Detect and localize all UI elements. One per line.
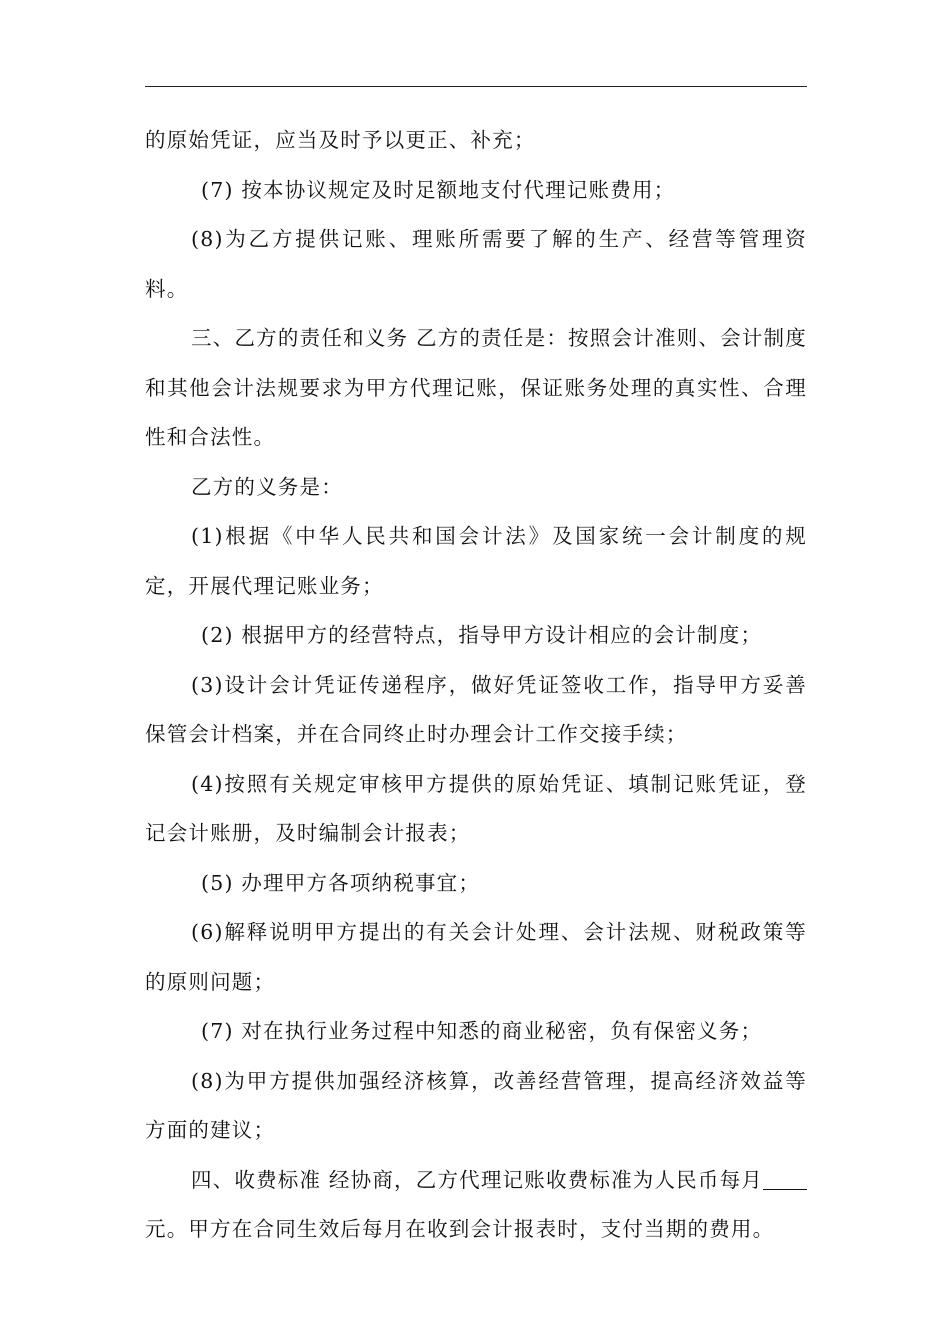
paragraph-continuation: 的原始凭证，应当及时予以更正、补充； [145, 128, 536, 152]
fee-clause-text: 四、收费标准 经协商，乙方代理记账收费标准为人民币每月 [191, 1167, 763, 1192]
fee-clause-continuation: 元。甲方在合同生效后每月在收到会计报表时，支付当期的费用。 [145, 1217, 775, 1241]
paragraph-party-b-item-3: (3)设计会计凭证传递程序，做好凭证签收工作，指导甲方妥善保管会计档案，并在合同终止时办理会计工作交接手续； [145, 672, 807, 746]
paragraph-party-a-item-8: (8)为乙方提供记账、理账所需要了解的生产、经营等管理资料。 [145, 227, 807, 301]
paragraph-party-b-item-2: (2) 根据甲方的经营特点，指导甲方设计相应的会计制度； [201, 623, 763, 647]
paragraph-party-b-item-6: (6)解释说明甲方提出的有关会计处理、会计法规、财税政策等的原则问题； [145, 920, 807, 994]
paragraph-party-b-item-8: (8)为甲方提供加强经济核算，改善经营管理，提高经济效益等方面的建议； [145, 1068, 807, 1142]
paragraph-party-b-item-4: (4)按照有关规定审核甲方提供的原始凭证、填制记账凭证，登记会计账册，及时编制会计报表； [145, 771, 807, 845]
paragraph-party-b-item-5: (5) 办理甲方各项纳税事宜； [201, 870, 481, 895]
paragraph-party-a-item-7: (7) 按本协议规定及时足额地支付代理记账费用； [201, 177, 676, 202]
fee-amount-blank [763, 1168, 807, 1190]
paragraph-party-b-item-7: (7) 对在执行业务过程中知悉的商业秘密，负有保密义务； [201, 1019, 763, 1043]
section-4-fee-clause [145, 1156, 807, 1255]
document-body [145, 116, 807, 1255]
paragraph-party-b-item-1: (1)根据《中华人民共和国会计法》及国家统一会计制度的规定，开展代理记账业务； [145, 524, 807, 598]
header-rule [145, 86, 807, 87]
section-3-heading-paragraph: 三、乙方的责任和义务 乙方的责任是：按照会计准则、会计制度和其他会计法规要求为甲方代理记账，保证账务处理的真实性、合理性和合法性。 [145, 326, 807, 449]
paragraph-party-b-duties-intro: 乙方的义务是： [191, 474, 343, 499]
